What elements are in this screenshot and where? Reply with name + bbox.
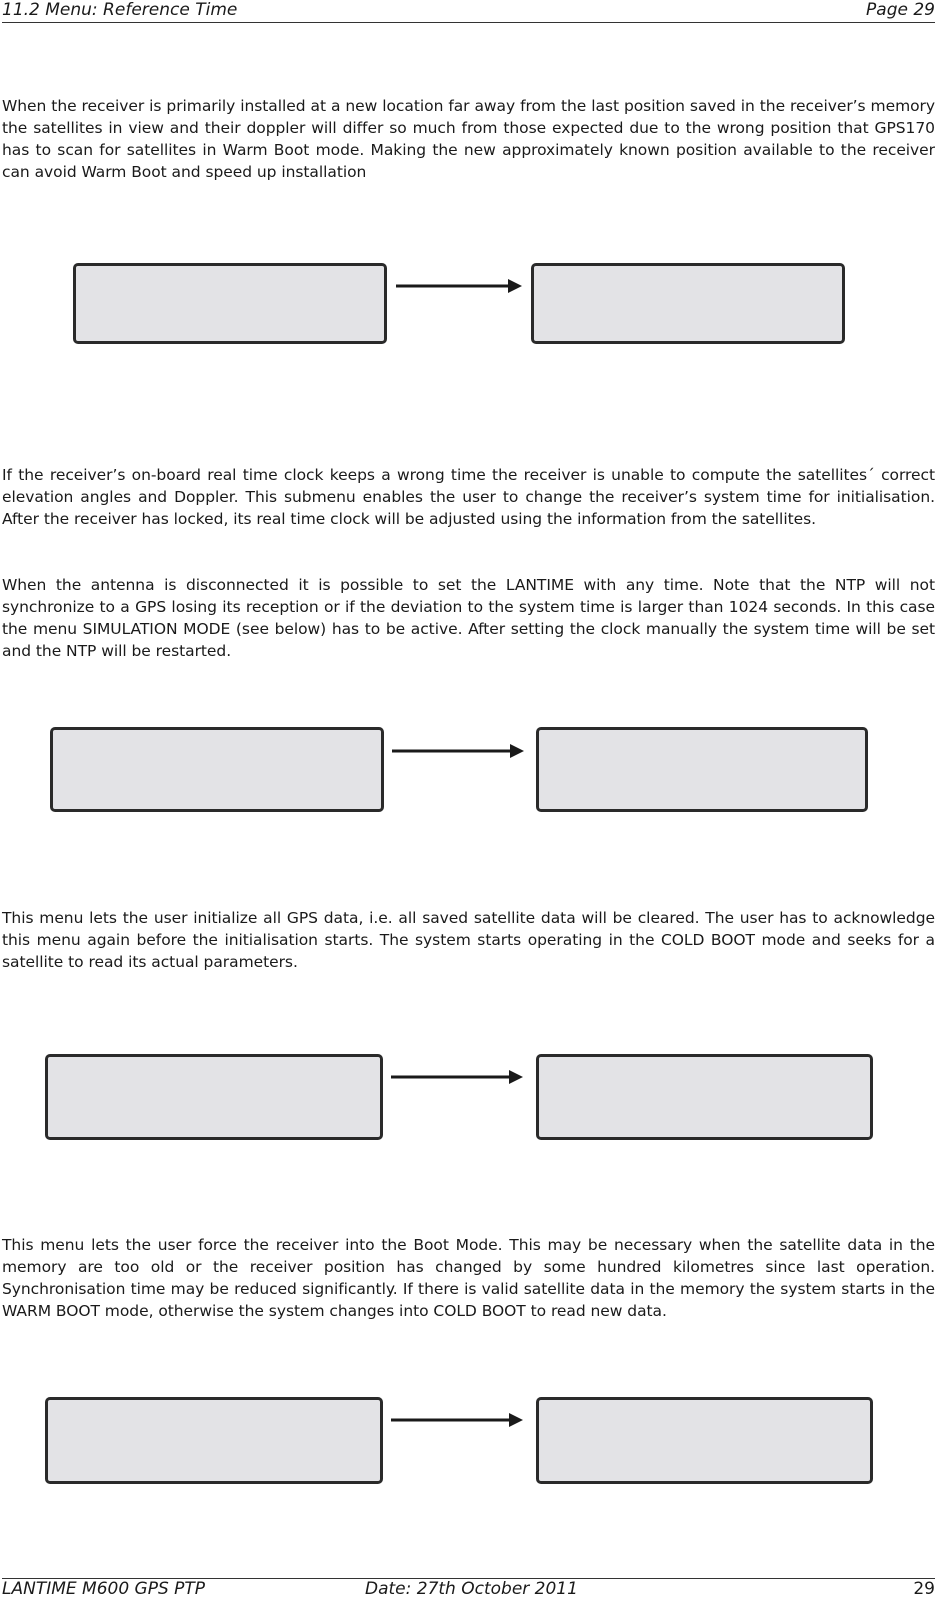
lcd-display-right <box>536 1054 873 1140</box>
page-footer <box>2 1578 935 1599</box>
header-page-label: Page 29 <box>866 0 935 20</box>
lcd-display-right <box>536 727 868 812</box>
footer-page-number: 29 <box>913 1579 935 1599</box>
paragraph-force-boot: This menu lets the user force the receiver into the Boot Mode. This may be necessary when the satellite data in the memory are too old or the receiver position has changed by some hundred kilometres since last operation. Synchronisation time may be reduced significantly. If there is valid satellite data in the memory the system starts in the WARM BOOT mode, otherwise the system changes into COLD BOOT to read new data. <box>2 1236 935 1320</box>
arrow-right-icon <box>389 1410 529 1430</box>
footer-date: Date: 27th October 2011 <box>365 1579 578 1599</box>
arrow-right-icon <box>390 741 530 761</box>
lcd-display-left <box>73 263 387 344</box>
lcd-display-right <box>536 1397 873 1484</box>
paragraph-init-gps: This menu lets the user initialize all GPS data, i.e. all saved satellite data will be cleared. The user has to acknowledge this menu again before the initialisation starts. The system starts operating in the COLD BOOT mode and seeks for a satellite to read its actual parameters. <box>2 909 935 971</box>
arrow-right-icon <box>389 1067 529 1087</box>
arrow-right-icon <box>394 276 526 296</box>
lcd-display-right <box>531 263 845 344</box>
header-section-title: 11.2 Menu: Reference Time <box>2 0 238 20</box>
page-header <box>2 0 935 23</box>
paragraph-antenna-disconnected: When the antenna is disconnected it is possible to set the LANTIME with any time. Note that the NTP will not synchronize to a GPS losing its reception or if the deviation to the system time is larger than 1024 seconds. In this case the menu SIMULATION MODE (see below) has to be active. After setting the clock manually the system time will be set and the NTP will be restarted. <box>2 576 935 660</box>
paragraph-reference-position: When the receiver is primarily installed at a new location far away from the last position saved in the receiver’s memory the satellites in view and their doppler will differ so much from those expected due to the wrong position that GPS170 has to scan for satellites in Warm Boot mode. Making the new approximately known position available to the receiver can avoid Warm Boot and speed up installation <box>2 97 935 181</box>
footer-product-name: LANTIME M600 GPS PTP <box>2 1579 206 1599</box>
lcd-display-left <box>50 727 384 812</box>
lcd-display-left <box>45 1397 383 1484</box>
lcd-display-left <box>45 1054 383 1140</box>
paragraph-set-time: If the receiver’s on-board real time clock keeps a wrong time the receiver is unable to compute the satellites´ correct elevation angles and Doppler. This submenu enables the user to change the receiver’s system time for initialisation. After the receiver has locked, its real time clock will be adjusted using the information from the satellites. <box>2 466 935 528</box>
